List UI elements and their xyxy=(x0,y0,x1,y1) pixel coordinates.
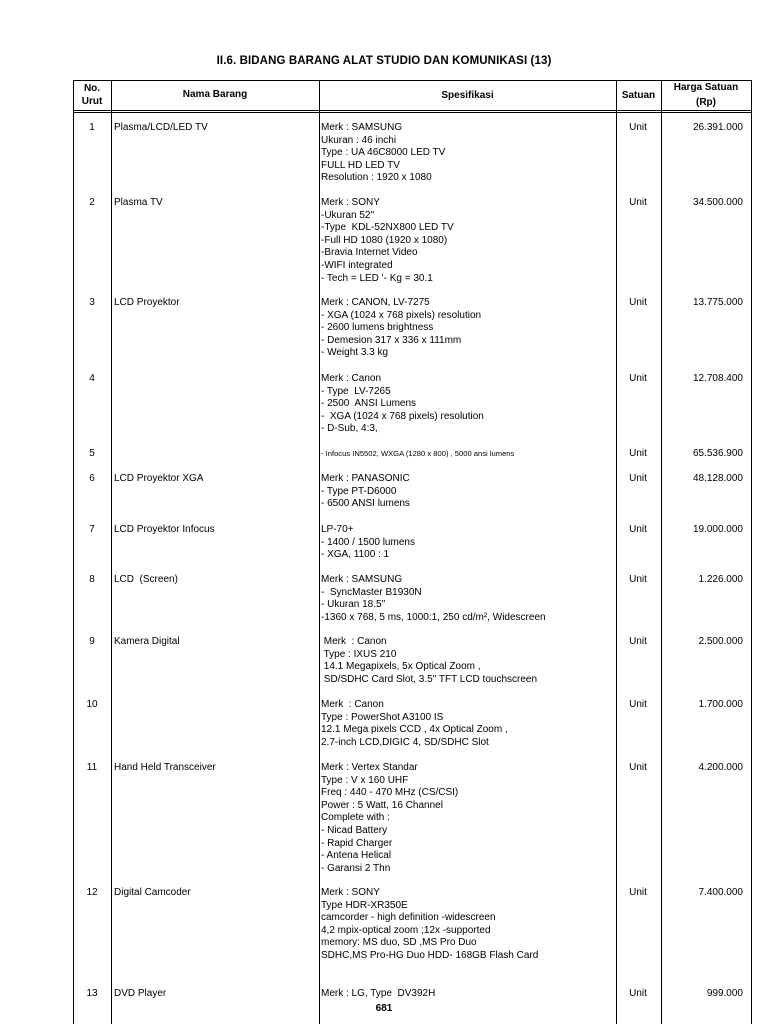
spec-line: -Ukuran 52" xyxy=(321,209,375,221)
spec-line: - XGA, 1100 : 1 xyxy=(321,549,390,561)
item-price: 999.000 xyxy=(706,988,743,999)
spec-line: SDHC,MS Pro-HG Duo HDD- 168GB Flash Card xyxy=(321,949,539,961)
header-nama-barang: Nama Barang xyxy=(182,89,248,100)
spec-line: Type : UA 46C8000 LED TV xyxy=(321,147,446,159)
spec-line: - 1400 / 1500 lumens xyxy=(321,536,415,548)
page-number: 681 xyxy=(375,1003,393,1014)
table-border-top xyxy=(73,80,752,81)
header-divider-double xyxy=(73,112,752,113)
item-specification xyxy=(321,122,445,185)
spec-line: - XGA (1024 x 768 pixels) resolution xyxy=(321,309,482,321)
item-name: Digital Camcoder xyxy=(114,887,191,898)
item-price: 48.128.000 xyxy=(692,473,743,484)
row-number: 11 xyxy=(86,762,98,773)
spec-line: Merk : CANON, LV-7275 xyxy=(321,297,430,308)
item-unit: Unit xyxy=(629,887,647,898)
item-price: 4.200.000 xyxy=(698,762,743,773)
item-specification xyxy=(321,448,514,461)
item-price: 65.536.900 xyxy=(692,448,743,459)
spec-line: 14.1 Megapixels, 5x Optical Zoom , xyxy=(321,661,481,673)
spec-line: camcorder - high definition -widescreen xyxy=(321,912,496,924)
column-divider-satuan xyxy=(661,80,662,1024)
item-price: 26.391.000 xyxy=(692,122,743,133)
item-specification xyxy=(321,699,508,749)
item-unit: Unit xyxy=(629,524,647,535)
item-name: Hand Held Transceiver xyxy=(114,762,216,773)
header-spesifikasi: Spesifikasi xyxy=(441,90,494,101)
spec-line: memory: MS duo, SD ,MS Pro Duo xyxy=(321,937,477,949)
spec-line: - Tech = LED '- Kg = 30.1 xyxy=(321,272,433,284)
item-price: 19.000.000 xyxy=(692,524,743,535)
item-name: LCD Proyektor XGA xyxy=(114,473,204,484)
column-divider-spesifikasi xyxy=(616,80,617,1024)
spec-line: - Infocus IN5502, WXGA (1280 x 800) , 5000 ansi lumens xyxy=(321,449,515,458)
spec-line: - Ukuran 18.5" xyxy=(321,599,386,611)
spec-line: -Full HD 1080 (1920 x 1080) xyxy=(321,234,448,246)
header-no-line1: No. xyxy=(83,83,101,94)
row-number: 1 xyxy=(89,122,95,133)
item-unit: Unit xyxy=(629,448,647,459)
item-unit: Unit xyxy=(629,699,647,710)
spec-line: Merk : Vertex Standar xyxy=(321,762,418,773)
item-name: Kamera Digital xyxy=(114,636,180,647)
item-specification xyxy=(321,197,454,285)
item-name: DVD Player xyxy=(114,988,167,999)
spec-line: Freq : 440 - 470 MHz (CS/CSI) xyxy=(321,787,459,799)
row-number: 10 xyxy=(86,699,98,710)
item-unit: Unit xyxy=(629,988,647,999)
table-border-left xyxy=(73,80,74,1024)
item-price: 7.400.000 xyxy=(698,887,743,898)
spec-line: Merk : SAMSUNG xyxy=(321,122,403,133)
row-number: 12 xyxy=(86,887,98,898)
spec-line: Merk : PANASONIC xyxy=(321,473,410,484)
item-name: LCD (Screen) xyxy=(114,574,178,585)
spec-line: Merk : Canon xyxy=(321,636,387,647)
row-number: 7 xyxy=(89,524,95,535)
spec-line: - XGA (1024 x 768 pixels) resolution xyxy=(321,410,484,422)
spec-line: Type HDR-XR350E xyxy=(321,899,408,911)
header-harga-satuan xyxy=(661,81,751,109)
table-border-right xyxy=(751,80,752,1024)
page-title: II.6. BIDANG BARANG ALAT STUDIO DAN KOMUNIKASI (13) xyxy=(216,55,552,67)
row-number: 4 xyxy=(89,373,95,384)
item-name: Plasma TV xyxy=(114,197,163,208)
item-specification xyxy=(321,887,538,963)
row-number: 9 xyxy=(89,636,95,647)
spec-line: Merk : Canon xyxy=(321,699,384,710)
spec-line: LP-70+ xyxy=(321,524,354,535)
spec-line: - Demesion 317 x 336 x 111mm xyxy=(321,334,462,346)
header-divider xyxy=(73,110,752,111)
row-number: 13 xyxy=(86,988,98,999)
spec-line: - 2600 lumens brightness xyxy=(321,322,434,334)
spec-line: - Garansi 2 Thn xyxy=(321,862,391,874)
spec-line: - Weight 3.3 kg xyxy=(321,347,389,359)
spec-line: - SyncMaster B1930N xyxy=(321,586,422,598)
item-unit: Unit xyxy=(629,197,647,208)
spec-line: - Nicad Battery xyxy=(321,824,388,836)
column-divider-nama xyxy=(319,80,320,1024)
spec-line: Ukuran : 46 inchi xyxy=(321,134,397,146)
spec-line: -1360 x 768, 5 ms, 1000:1, 250 cd/m², Widescreen xyxy=(321,611,546,623)
item-specification xyxy=(321,988,435,1001)
item-name: LCD Proyektor Infocus xyxy=(114,524,215,535)
spec-line: Merk : LG, Type DV392H xyxy=(321,988,436,999)
spec-line: Type : IXUS 210 xyxy=(321,648,397,660)
spec-line: Merk : SONY xyxy=(321,887,380,898)
spec-line: Merk : SAMSUNG xyxy=(321,574,403,585)
row-number: 6 xyxy=(89,473,95,484)
header-harga-line1: Harga Satuan xyxy=(673,82,739,93)
item-unit: Unit xyxy=(629,297,647,308)
header-no-line2: Urut xyxy=(81,96,103,107)
item-price: 34.500.000 xyxy=(692,197,743,208)
item-unit: Unit xyxy=(629,122,647,133)
item-specification xyxy=(321,373,484,436)
item-unit: Unit xyxy=(629,636,647,647)
item-unit: Unit xyxy=(629,473,647,484)
spec-line: SD/SDHC Card Slot, 3.5" TFT LCD touchscreen xyxy=(321,673,538,685)
spec-line: Type : PowerShot A3100 IS xyxy=(321,711,444,723)
spec-line: -WIFI integrated xyxy=(321,259,393,271)
spec-line: - Type PT-D6000 xyxy=(321,485,397,497)
header-harga-line2: (Rp) xyxy=(696,97,716,108)
row-number: 3 xyxy=(89,297,95,308)
spec-line: FULL HD LED TV xyxy=(321,159,400,171)
item-name: Plasma/LCD/LED TV xyxy=(114,122,208,133)
item-unit: Unit xyxy=(629,762,647,773)
spec-line: -Bravia Internet Video xyxy=(321,247,418,259)
spec-line: - Type LV-7265 xyxy=(321,385,391,397)
item-unit: Unit xyxy=(629,574,647,585)
item-specification xyxy=(321,636,537,686)
spec-line: Complete with : xyxy=(321,812,390,824)
spec-line: -Type KDL-52NX800 LED TV xyxy=(321,222,454,234)
item-price: 13.775.000 xyxy=(692,297,743,308)
item-specification xyxy=(321,473,410,511)
item-price: 12.708.400 xyxy=(692,373,743,384)
row-number: 2 xyxy=(89,197,95,208)
header-satuan: Satuan xyxy=(621,90,656,101)
row-number: 8 xyxy=(89,574,95,585)
item-specification xyxy=(321,574,546,624)
item-price: 1.226.000 xyxy=(698,574,743,585)
row-number: 5 xyxy=(89,448,95,459)
item-unit: Unit xyxy=(629,373,647,384)
spec-line: - Antena Helical xyxy=(321,850,392,862)
item-specification xyxy=(321,524,415,562)
spec-line: - 6500 ANSI lumens xyxy=(321,498,410,510)
spec-line: Type : V x 160 UHF xyxy=(321,774,409,786)
spec-line: Power : 5 Watt, 16 Channel xyxy=(321,799,443,811)
item-price: 2.500.000 xyxy=(698,636,743,647)
item-specification xyxy=(321,297,481,360)
item-specification xyxy=(321,762,458,875)
spec-line: 4,2 mpix-optical zoom ;12x -supported xyxy=(321,924,491,936)
spec-line: - Rapid Charger xyxy=(321,837,393,849)
spec-line: Resolution : 1920 x 1080 xyxy=(321,172,432,184)
item-price: 1.700.000 xyxy=(698,699,743,710)
item-name: LCD Proyektor xyxy=(114,297,180,308)
header-no xyxy=(73,82,111,108)
spec-line: Merk : SONY xyxy=(321,197,380,208)
spec-line: - D-Sub, 4:3, xyxy=(321,423,378,435)
spec-line: - 2500 ANSI Lumens xyxy=(321,398,417,410)
spec-line: 2.7-inch LCD,DIGIC 4, SD/SDHC Slot xyxy=(321,736,489,748)
column-divider-no xyxy=(111,80,112,1024)
spec-line: Merk : Canon xyxy=(321,373,382,384)
spec-line: 12.1 Mega pixels CCD , 4x Optical Zoom , xyxy=(321,724,508,736)
